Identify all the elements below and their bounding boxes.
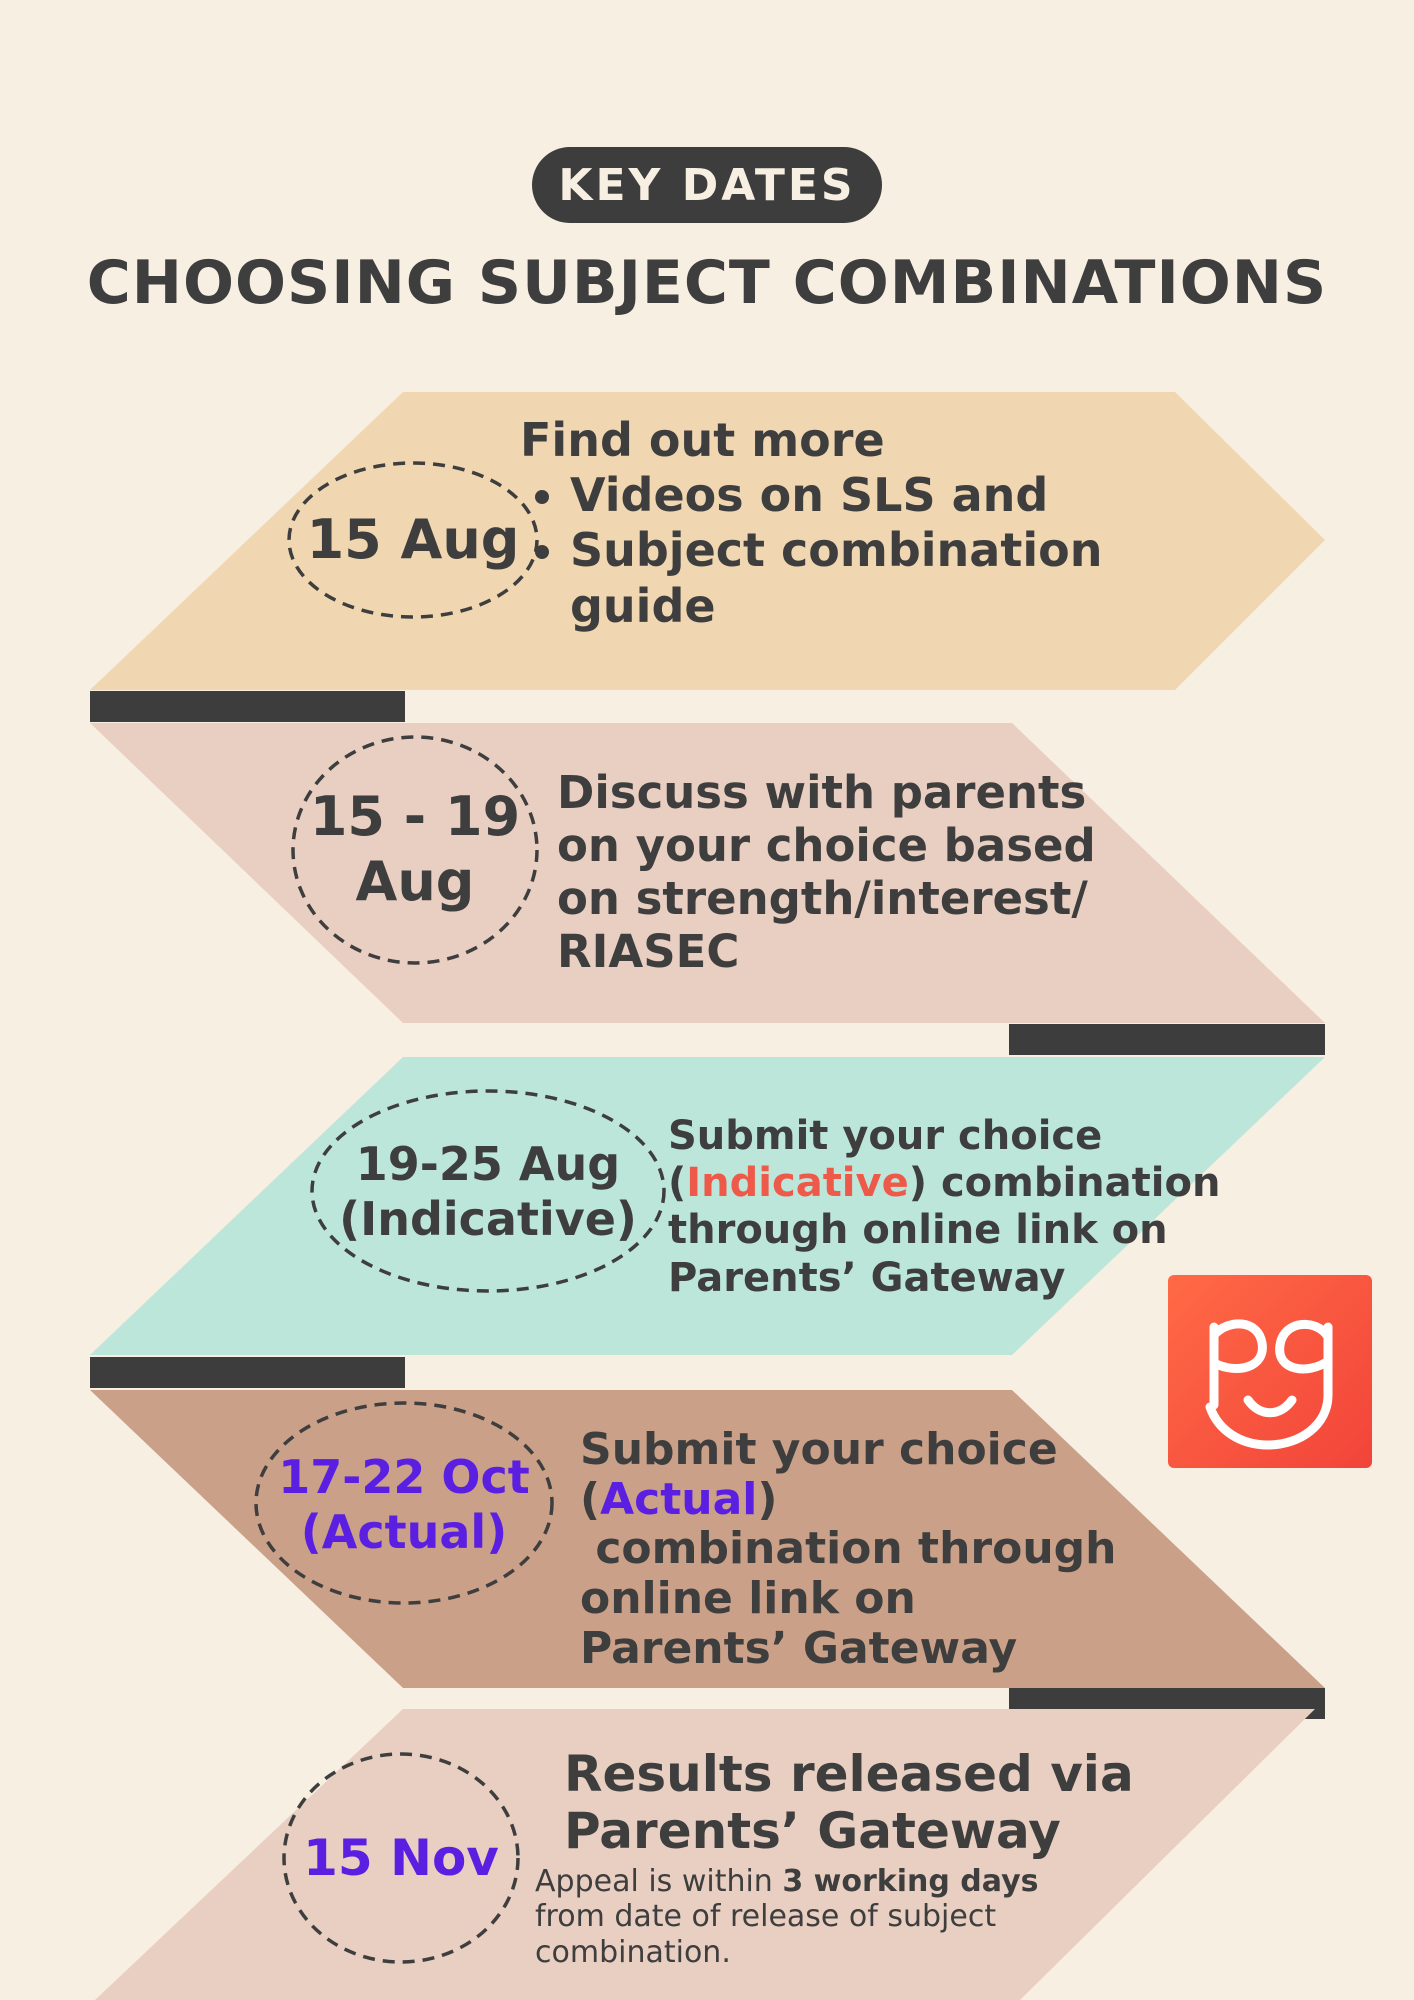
step-3-line: Parents’ Gateway [668,1254,1066,1301]
step-2-line: Discuss with parents [557,766,1087,819]
step-4-line: combination through [580,1523,1117,1575]
step-5-heading-line: Parents’ Gateway [564,1802,1061,1860]
step-3-line [668,1160,1221,1207]
step-2-text [557,766,1117,978]
step-3-date-line-2: (Indicative) [339,1192,637,1246]
list-item: • Subject combination guide [570,523,1130,633]
key-dates-badge [532,147,882,223]
step-3-date-line-1: 19-25 Aug [355,1136,621,1191]
step-4-line: Parents’ Gateway [580,1622,1018,1674]
step-2-line: on your choice based [557,819,1096,873]
step-2-date [293,770,537,930]
step-2-line: on strength/interest/ [557,872,1088,926]
step-4-line: online link on [580,1573,916,1625]
parents-gateway-smiley-icon [1168,1275,1372,1468]
parents-gateway-logo [1168,1275,1372,1468]
step-1-bullet-list [520,468,1130,634]
paren: ) [757,1473,778,1525]
step-4-line: Submit your choice [580,1424,1058,1475]
indicative-highlight: Indicative [686,1160,909,1207]
actual-highlight: Actual [600,1473,758,1525]
step-3-line: through online link on [668,1207,1168,1254]
appeal-note-post: from date of release of subject combination. [535,1899,997,1970]
step-1-date: 15 Aug [306,507,520,571]
step-2-line: RIASEC [557,925,740,979]
step-1-heading: Find out more [520,413,885,467]
step-4-line [580,1475,1100,1525]
divider-bar-1 [90,691,405,722]
step-4-text [580,1424,1117,1674]
step-3-line: Submit your choice [668,1113,1103,1159]
step-2-date-line-2: Aug [355,850,475,913]
appeal-note-pre: Appeal is within [535,1864,783,1899]
paren: ( [668,1160,687,1207]
step-4-date [268,1438,540,1572]
step-3-date [318,1122,658,1262]
appeal-note-bold: 3 working days [782,1864,1039,1899]
appeal-note [535,1864,1115,1970]
step-5-heading-line: Results released via [564,1745,1134,1803]
step-1-text [520,413,1220,634]
list-item: • Videos on SLS and [570,468,1130,523]
divider-bar-2 [1009,1024,1325,1055]
page-title: CHOOSING SUBJECT COMBINATIONS [86,248,1328,318]
divider-bar-3 [90,1357,405,1388]
step-4-date-line-2: (Actual) [300,1505,508,1559]
step-2-date-line-1: 15 - 19 [309,785,521,849]
step-4-date-line-1: 17-22 Oct [278,1449,530,1504]
key-dates-label: KEY DATES [558,159,856,211]
paren: ( [580,1473,601,1525]
step-3-line-rest: ) combination [908,1160,1221,1207]
step-5-date: 15 Nov [303,1829,499,1887]
step-3-text [668,1113,1221,1302]
step-5-heading [564,1745,1134,1860]
